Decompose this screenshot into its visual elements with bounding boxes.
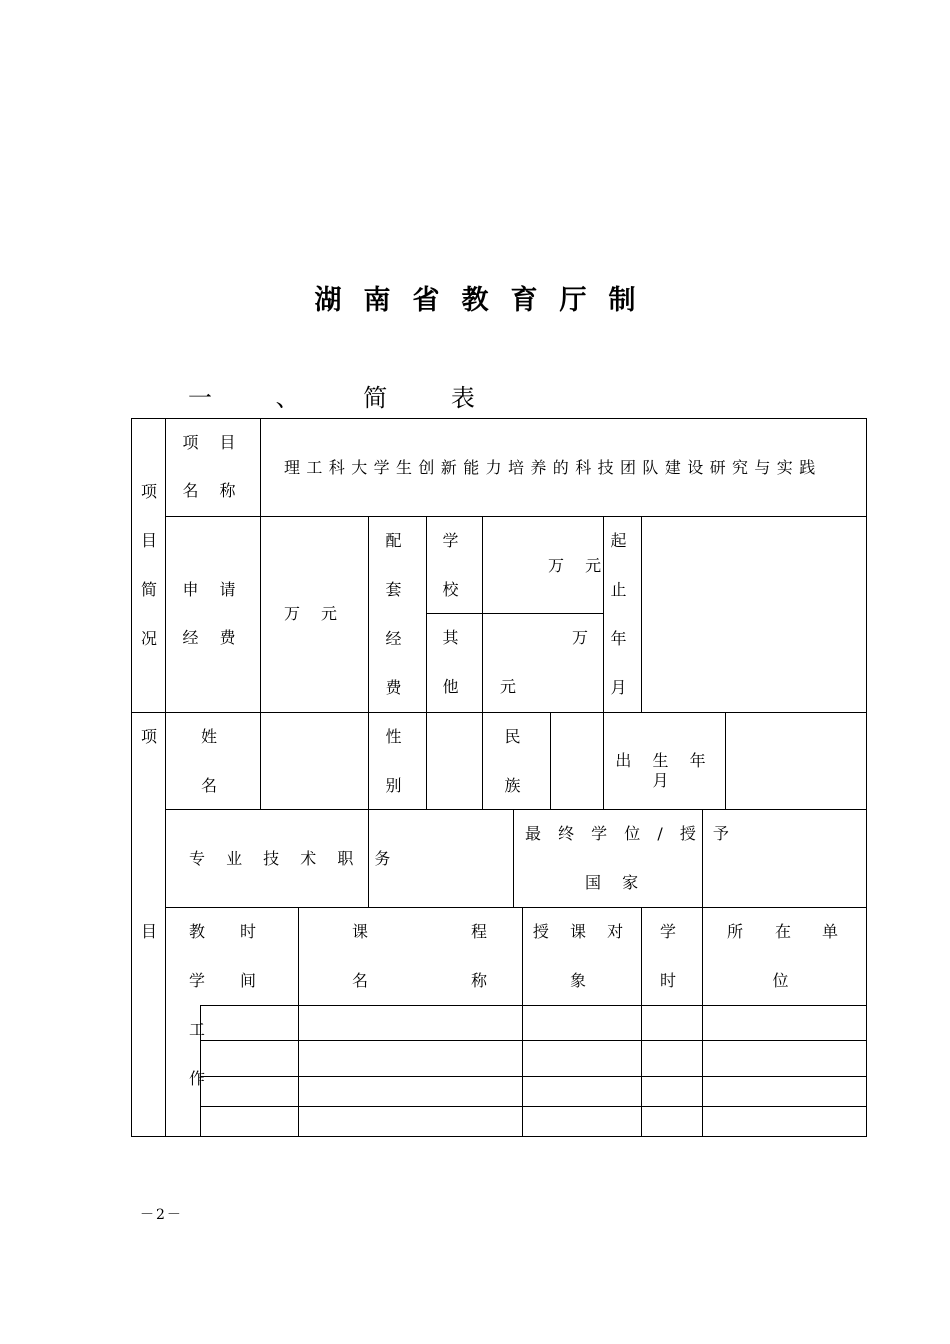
teaching-label: 教 学 工 作 bbox=[189, 922, 214, 1088]
degree-label-line2: 国 家 bbox=[585, 873, 647, 892]
matching-funds-label: 配 套 经 费 bbox=[385, 531, 410, 697]
other-funds-unit-2: 元 bbox=[500, 677, 525, 696]
document-title: 湖南省教育厅制 bbox=[314, 285, 658, 316]
other-label: 其 他 bbox=[442, 628, 467, 696]
apply-funds-label: 申 请 经 费 bbox=[182, 580, 244, 647]
gender-label: 性 别 bbox=[385, 727, 410, 795]
unit-label-3: 单 bbox=[822, 922, 847, 941]
professional-title-label: 专 业 技 术 职 务 bbox=[189, 849, 399, 868]
school-label: 学 校 bbox=[442, 531, 467, 599]
group-label-project-overview: 项 目 简 况 bbox=[141, 482, 166, 648]
ethnicity-label: 民 族 bbox=[504, 727, 529, 795]
period-label: 起 止 年 月 bbox=[610, 531, 635, 697]
course-label-right: 程 称 bbox=[471, 922, 496, 990]
hours-label: 学 时 bbox=[659, 922, 684, 990]
other-funds-unit-1: 万 bbox=[572, 628, 597, 647]
name-label: 姓 名 bbox=[200, 727, 225, 795]
time-label: 时 间 bbox=[240, 922, 265, 990]
unit-label-1: 所 bbox=[727, 922, 752, 941]
unit-label-4: 位 bbox=[772, 971, 797, 990]
section-heading: 一 、 简 表 bbox=[188, 384, 503, 412]
birth-label: 出 生 年 月 bbox=[615, 751, 714, 790]
project-name-value: 理工科大学生创新能力培养的科技团队建设研究与实践 bbox=[284, 458, 822, 477]
target-label: 授 课 对 象 bbox=[532, 922, 632, 990]
group-label-project-member-2: 目 bbox=[141, 922, 166, 941]
group-label-project-member: 项 bbox=[141, 727, 166, 746]
course-label-left: 课 名 bbox=[352, 922, 377, 990]
project-name-label: 项 目 名 称 bbox=[182, 433, 244, 500]
page-number: －2－ bbox=[140, 1207, 183, 1223]
degree-label-line1: 最 终 学 位 / 授 予 bbox=[525, 824, 735, 843]
unit-label-2: 在 bbox=[775, 922, 800, 941]
apply-funds-unit: 万 元 bbox=[283, 604, 346, 623]
school-funds-unit: 万 元 bbox=[548, 556, 610, 575]
